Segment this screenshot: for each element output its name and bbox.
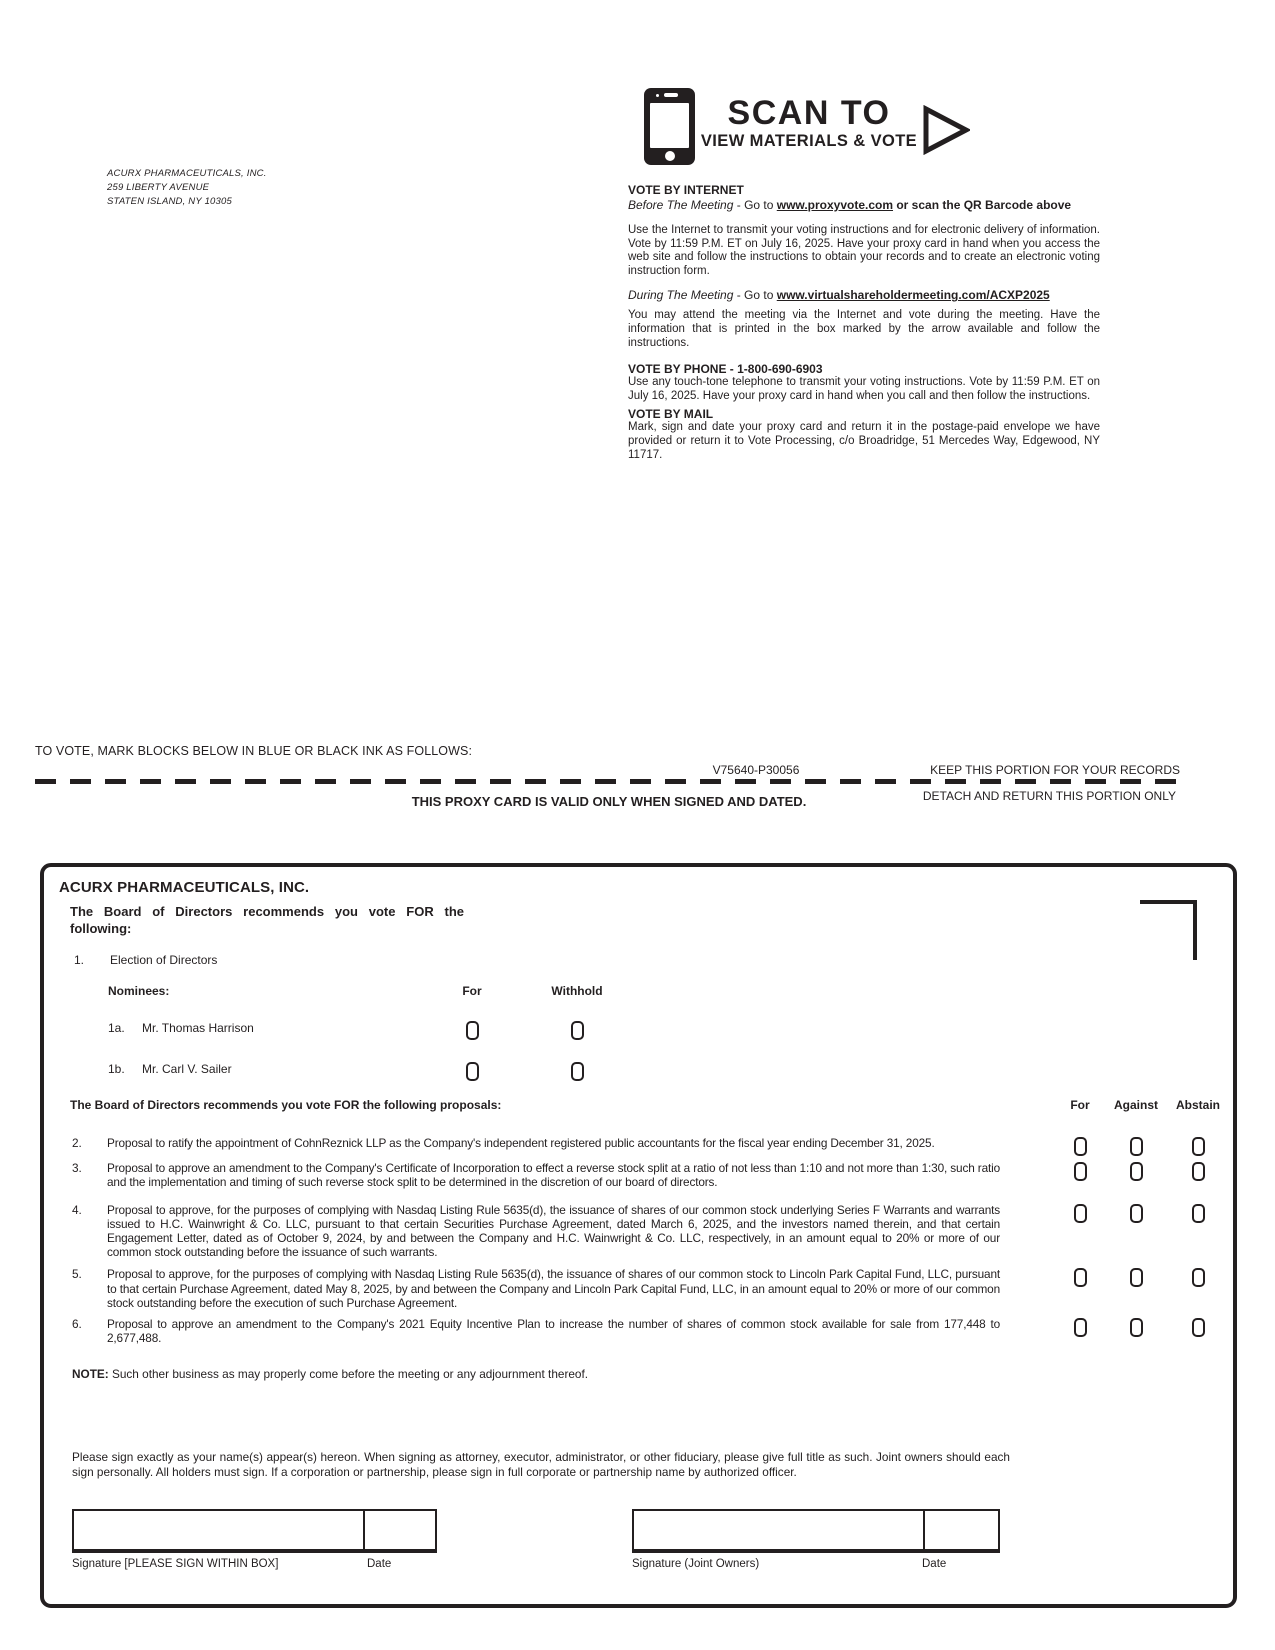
checkbox-cell — [1104, 1204, 1168, 1228]
checkbox-cell — [1170, 1268, 1226, 1292]
control-box-corner-mark — [1140, 900, 1197, 960]
checkbox-1a-withhold[interactable] — [571, 1021, 584, 1040]
control-number: V75640-P30056 — [712, 763, 800, 777]
checkbox-cell — [1170, 1162, 1226, 1186]
item-number: 1. — [74, 953, 85, 967]
checkbox-1b-withhold[interactable] — [571, 1062, 584, 1081]
nominee-row-1a — [44, 1021, 1233, 1042]
date-label-primary: Date — [367, 1558, 392, 1571]
signature-label-joint: Signature (Joint Owners) — [632, 1558, 760, 1571]
signature-field-joint[interactable] — [634, 1511, 923, 1549]
checkbox-cell — [1170, 1318, 1226, 1342]
checkbox-2-against[interactable] — [1130, 1137, 1143, 1156]
signature-instructions: Please sign exactly as your name(s) appear(s) hereon. When signing as attorney, executor, administrator, or other fiduciary, please give full title as such. Joint owners should each sign personally. All holders must sign. If a corporation or partnership, please sign in full corporate or partnership name by authorized officer. — [72, 1450, 1010, 1479]
proposal-text: Proposal to ratify the appointment of CohnReznick LLP as the Company's independent registered public accountants for the fiscal year ending December 31, 2025. — [107, 1136, 935, 1150]
phone-camera-dot — [656, 94, 659, 97]
checkbox-cell — [1058, 1137, 1102, 1161]
proposal-row-4 — [44, 1203, 1233, 1260]
proposal-row-6 — [44, 1317, 1233, 1345]
checkbox-cell — [547, 1021, 607, 1043]
item-label: Election of Directors — [110, 953, 218, 967]
arrow-right-icon — [922, 105, 970, 155]
proposal-number: 2. — [72, 1136, 82, 1150]
phone-home-button — [665, 151, 675, 161]
checkbox-5-against[interactable] — [1130, 1268, 1143, 1287]
signature-boxes-row — [44, 1509, 1233, 1553]
proposal-number: 5. — [72, 1267, 82, 1282]
during-meeting-label: During The Meeting — [628, 288, 734, 303]
scan-subtitle: VIEW MATERIALS & VOTE — [700, 132, 918, 150]
scan-title: SCAN TO — [727, 94, 891, 132]
date-label-joint: Date — [922, 1558, 947, 1571]
scan-banner — [700, 94, 918, 150]
during-meeting-mid: - Go to — [733, 288, 777, 303]
proposal-number: 3. — [72, 1161, 82, 1176]
vote-internet-heading: VOTE BY INTERNET — [628, 183, 744, 197]
vote-during-body: You may attend the meeting via the Internet and vote during the meeting. Have the information that is printed in the box marked by the arrow available and follow the instructions. — [628, 309, 1100, 349]
column-header-against: Against — [1113, 1098, 1158, 1112]
sender-street: 259 LIBERTY AVENUE — [107, 182, 210, 193]
before-meeting-line — [628, 198, 1100, 213]
checkbox-4-abstain[interactable] — [1192, 1204, 1205, 1223]
nominee-name: Mr. Carl V. Sailer — [142, 1062, 232, 1076]
other-business-note — [44, 1367, 1233, 1382]
checkbox-4-against[interactable] — [1130, 1204, 1143, 1223]
checkbox-cell — [1104, 1268, 1168, 1292]
recommendation-directors: The Board of Directors recommends you vote FOR the following: — [70, 904, 464, 936]
vote-phone-heading: VOTE BY PHONE - 1-800-690-6903 — [628, 362, 823, 377]
checkbox-1a-for[interactable] — [466, 1021, 479, 1040]
detach-perforation-line — [35, 779, 1183, 784]
phone-screen — [650, 103, 689, 148]
virtual-meeting-link[interactable]: www.virtualshareholdermeeting.com/ACXP2025 — [776, 288, 1050, 303]
checkbox-cell — [1170, 1204, 1226, 1228]
vote-internet-body: Use the Internet to transmit your voting instructions and for electronic delivery of information. Vote by 11:59 P.M. ET on July 16, 2025. Have your proxy card in hand when you access the web site and follow the instructions to obtain your records and to create an electronic voting instruction form. — [628, 224, 1100, 277]
checkbox-6-for[interactable] — [1074, 1318, 1087, 1337]
nominee-number: 1a. — [108, 1021, 125, 1035]
date-field-joint[interactable] — [923, 1511, 998, 1549]
checkbox-cell — [547, 1062, 607, 1084]
proposal-text: Proposal to approve, for the purposes of complying with Nasdaq Listing Rule 5635(d), the issuance of shares of our common stock to Lincoln Park Capital Fund, LLC, pursuant to that certain Purchase Agreement, dated May 8, 2025, by and between the Company and Lincoln Park Capital Fund, LLC, in an amount equal to 20% or more of our common stock outstanding before the execution of such Purchase Agreement. — [107, 1267, 1000, 1310]
before-meeting-label: Before The Meeting — [628, 198, 734, 212]
checkbox-cell — [442, 1021, 502, 1043]
before-meeting-mid: - Go to — [733, 198, 777, 212]
checkbox-cell — [1104, 1162, 1168, 1186]
vote-phone-body: Use any touch-tone telephone to transmit your voting instructions. Vote by 11:59 P.M. ET on July 16, 2025. Have your proxy card in hand when you call and then follow the instructions. — [628, 376, 1100, 402]
vote-methods — [628, 184, 1100, 462]
smartphone-icon — [644, 88, 695, 165]
signature-box-primary — [72, 1509, 437, 1553]
recommendation-proposals: The Board of Directors recommends you vote FOR the following proposals: — [70, 1098, 502, 1112]
checkbox-cell — [1058, 1268, 1102, 1292]
during-meeting-line — [628, 288, 1100, 303]
detach-portion-text: DETACH AND RETURN THIS PORTION ONLY — [922, 789, 1176, 803]
vote-mail-heading: VOTE BY MAIL — [628, 407, 714, 422]
item-election-of-directors — [44, 953, 1233, 967]
proposal-row-5 — [44, 1267, 1233, 1310]
sender-address — [107, 167, 267, 209]
note-text: Such other business as may properly come before the meeting or any adjournment thereof. — [108, 1367, 589, 1382]
signature-field-primary[interactable] — [74, 1511, 363, 1549]
proposal-text: Proposal to approve, for the purposes of complying with Nasdaq Listing Rule 5635(d), the issuance of shares of our common stock underlying Series F Warrants and warrants issued to H.C. Wainwright & Co. LLC, pursuant to that certain Securities Purchase Agreement, dated March 6, 2025, and the investors named therein, and that certain Engagement Letter, dated as of October 9, 2024, by and between the Company and H.C. Wainwright & Co. LLC, respectively, in an amount equal to 20% or more of our common stock outstanding before the issuance of such warrants. — [107, 1202, 1000, 1260]
checkbox-cell — [1058, 1162, 1102, 1186]
proposal-text: Proposal to approve an amendment to the Company's 2021 Equity Incentive Plan to increase the number of shares of common stock available for sale from 177,448 to 2,677,488. — [107, 1317, 1000, 1346]
checkbox-3-abstain[interactable] — [1192, 1162, 1205, 1181]
checkbox-cell — [1104, 1318, 1168, 1342]
card-company-name: ACURX PHARMACEUTICALS, INC. — [59, 879, 310, 896]
checkbox-cell — [1058, 1204, 1102, 1228]
column-header-withhold: Withhold — [551, 984, 603, 998]
signature-label-primary: Signature [PLEASE SIGN WITHIN BOX] — [72, 1558, 279, 1571]
column-header-for: For — [462, 984, 482, 998]
checkbox-5-for[interactable] — [1074, 1268, 1087, 1287]
signature-box-joint — [632, 1509, 1000, 1553]
before-meeting-tail: or scan the QR Barcode above — [893, 198, 1072, 212]
checkbox-3-for[interactable] — [1074, 1162, 1087, 1181]
column-header-abstain: Abstain — [1175, 1098, 1220, 1112]
sender-city: STATEN ISLAND, NY 10305 — [107, 196, 232, 207]
proxyvote-link[interactable]: www.proxyvote.com — [776, 198, 894, 212]
nominee-name: Mr. Thomas Harrison — [142, 1021, 254, 1035]
valid-when-signed-note: THIS PROXY CARD IS VALID ONLY WHEN SIGNED AND DATED. — [411, 794, 807, 809]
checkbox-cell — [1104, 1137, 1168, 1161]
checkbox-6-against[interactable] — [1130, 1318, 1143, 1337]
nominee-row-1b — [44, 1062, 1233, 1083]
signature-labels-row — [44, 1558, 1233, 1573]
checkbox-4-for[interactable] — [1074, 1204, 1087, 1223]
date-field-primary[interactable] — [363, 1511, 435, 1549]
checkbox-3-against[interactable] — [1130, 1162, 1143, 1181]
sender-name: ACURX PHARMACEUTICALS, INC. — [107, 168, 267, 179]
checkbox-6-abstain[interactable] — [1192, 1318, 1205, 1337]
checkbox-2-abstain[interactable] — [1192, 1137, 1205, 1156]
proposal-row-2 — [44, 1136, 1233, 1150]
proposals-header-row — [44, 1098, 1233, 1113]
nominees-header-row — [44, 984, 1233, 999]
proposal-number: 4. — [72, 1202, 82, 1217]
proposal-row-3 — [44, 1161, 1233, 1189]
mark-blocks-instruction: TO VOTE, MARK BLOCKS BELOW IN BLUE OR BLACK INK AS FOLLOWS: — [35, 744, 473, 758]
proposal-text: Proposal to approve an amendment to the Company's Certificate of Incorporation to effect a reverse stock split at a ratio of not less than 1:10 and not more than 1:30, such ratio and the implementation and timing of such reverse stock split to be determined in the discretion of our board of directors. — [107, 1161, 1000, 1190]
checkbox-5-abstain[interactable] — [1192, 1268, 1205, 1287]
checkbox-1b-for[interactable] — [466, 1062, 479, 1081]
checkbox-cell — [1170, 1137, 1226, 1161]
checkbox-2-for[interactable] — [1074, 1137, 1087, 1156]
keep-portion-text: KEEP THIS PORTION FOR YOUR RECORDS — [930, 763, 1180, 777]
nominees-label: Nominees: — [108, 984, 170, 998]
checkbox-cell — [442, 1062, 502, 1084]
vote-mail-body: Mark, sign and date your proxy card and return it in the postage-paid envelope we have provided or return it to Vote Processing, c/o Broadridge, 51 Mercedes Way, Edgewood, NY 11717. — [628, 421, 1100, 461]
proxy-voting-card — [40, 863, 1237, 1608]
checkbox-cell — [1058, 1318, 1102, 1342]
phone-speaker-bar — [664, 93, 678, 97]
column-header-for: For — [1070, 1098, 1090, 1112]
proposal-number: 6. — [72, 1317, 82, 1332]
note-label: NOTE: — [72, 1367, 109, 1382]
nominee-number: 1b. — [108, 1062, 125, 1076]
